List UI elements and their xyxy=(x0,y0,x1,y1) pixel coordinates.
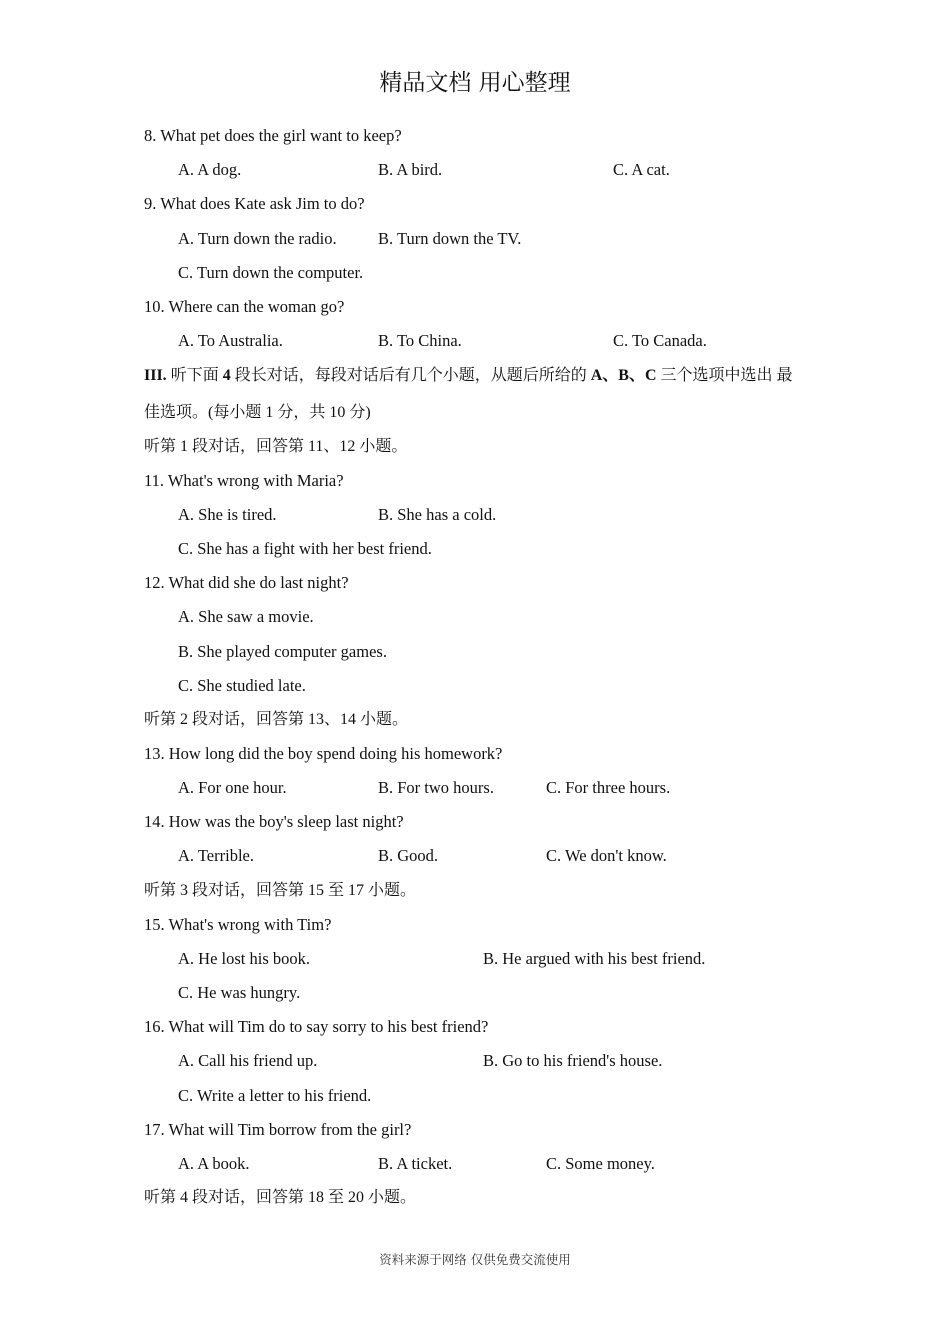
q9-option-b: B. Turn down the TV. xyxy=(378,229,522,248)
dialog-1-heading: 听第 1 段对话，回答第 11、12 小题。 xyxy=(144,438,408,455)
q10-option-b: B. To China. xyxy=(378,331,462,350)
q9-option-c: C. Turn down the computer. xyxy=(178,263,364,282)
q8-option-b: B. A bird. xyxy=(378,160,443,179)
q12-option-b: B. She played computer games. xyxy=(178,642,387,661)
page-header: 精品文档 用心整理 xyxy=(379,70,571,96)
q15-option-c: C. He was hungry. xyxy=(178,983,301,1002)
question-14: 14. How was the boy's sleep last night? xyxy=(144,812,404,831)
question-12: 12. What did she do last night? xyxy=(144,573,349,592)
dialog-4-heading: 听第 4 段对话，回答第 18 至 20 小题。 xyxy=(144,1189,417,1206)
question-8: 8. What pet does the girl want to keep? xyxy=(144,126,402,145)
q11-option-a: A. She is tired. xyxy=(178,505,277,524)
question-17: 17. What will Tim borrow from the girl? xyxy=(144,1120,412,1139)
q14-option-a: A. Terrible. xyxy=(178,846,254,865)
q13-option-c: C. For three hours. xyxy=(546,778,671,797)
dialog-2-heading: 听第 2 段对话，回答第 13、14 小题。 xyxy=(144,711,409,728)
question-13: 13. How long did the boy spend doing his homework? xyxy=(144,744,503,763)
q17-option-c: C. Some money. xyxy=(546,1154,655,1173)
q10-option-a: A. To Australia. xyxy=(178,331,283,350)
q11-option-b: B. She has a cold. xyxy=(378,505,497,524)
section-3-instructions-cont: 佳选项。(每小题 1 分，共 10 分) xyxy=(144,404,371,421)
q15-option-b: B. He argued with his best friend. xyxy=(483,949,706,968)
q13-option-b: B. For two hours. xyxy=(378,778,494,797)
question-10: 10. Where can the woman go? xyxy=(144,297,345,316)
question-9: 9. What does Kate ask Jim to do? xyxy=(144,194,365,213)
q14-option-b: B. Good. xyxy=(378,846,439,865)
q16-option-b: B. Go to his friend's house. xyxy=(483,1051,663,1070)
section-3-instructions: III. 听下面 4 段长对话，每段对话后有几个小题，从题后所给的 A、B、C 三个选项中选出 最 xyxy=(144,367,793,384)
q9-option-a: A. Turn down the radio. xyxy=(178,229,337,248)
q15-option-a: A. He lost his book. xyxy=(178,949,310,968)
section-numeral: III. xyxy=(144,367,167,384)
q11-option-c: C. She has a fight with her best friend. xyxy=(178,539,432,558)
q16-option-c: C. Write a letter to his friend. xyxy=(178,1086,372,1105)
q13-option-a: A. For one hour. xyxy=(178,778,287,797)
q12-option-a: A. She saw a movie. xyxy=(178,607,314,626)
page-footer: 资料来源于网络 仅供免费交流使用 xyxy=(379,1252,571,1267)
question-15: 15. What's wrong with Tim? xyxy=(144,915,332,934)
q8-option-c: C. A cat. xyxy=(613,160,670,179)
q16-option-a: A. Call his friend up. xyxy=(178,1051,318,1070)
dialog-3-heading: 听第 3 段对话，回答第 15 至 17 小题。 xyxy=(144,882,417,899)
q12-option-c: C. She studied late. xyxy=(178,676,306,695)
q8-option-a: A. A dog. xyxy=(178,160,242,179)
question-16: 16. What will Tim do to say sorry to his best friend? xyxy=(144,1017,489,1036)
q17-option-b: B. A ticket. xyxy=(378,1154,453,1173)
q17-option-a: A. A book. xyxy=(178,1154,250,1173)
q10-option-c: C. To Canada. xyxy=(613,331,707,350)
q14-option-c: C. We don't know. xyxy=(546,846,667,865)
question-11: 11. What's wrong with Maria? xyxy=(144,471,344,490)
